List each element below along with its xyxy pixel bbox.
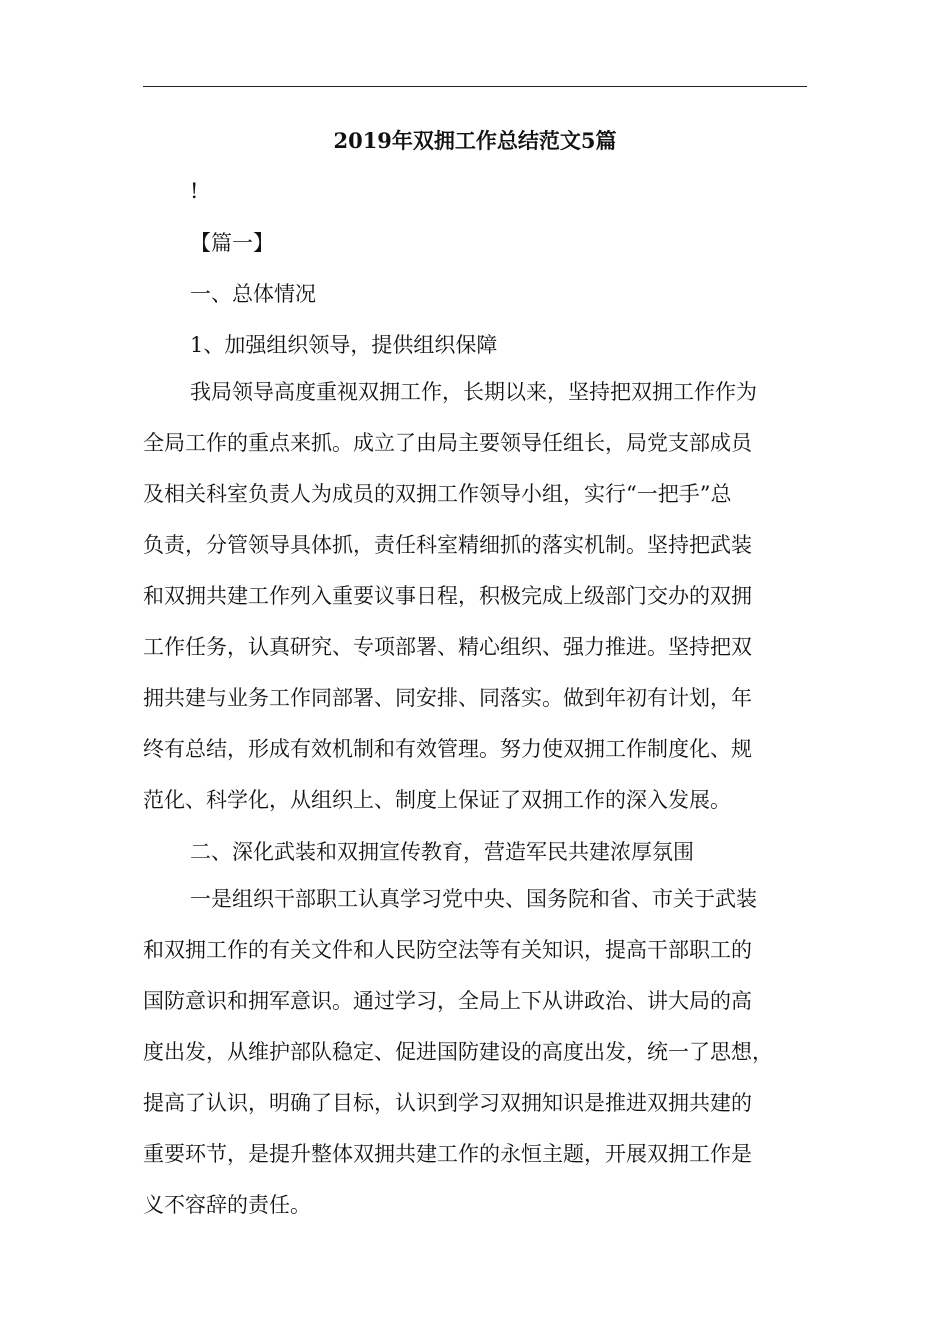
document-title: 2019年双拥工作总结范文5篇 bbox=[333, 128, 617, 153]
paragraph-line: 负责，分管领导具体抓，责任科室精细抓的落实机制。坚持把武装 bbox=[143, 533, 752, 557]
paragraph-line: 和双拥共建工作列入重要议事日程，积极完成上级部门交办的双拥 bbox=[143, 584, 752, 608]
paragraph-line: 全局工作的重点来抓。成立了由局主要领导任组长，局党支部成员 bbox=[143, 431, 752, 455]
header-rule bbox=[143, 86, 807, 87]
heading-overview: 一、总体情况 bbox=[190, 282, 316, 306]
paragraph-line: 终有总结，形成有效机制和有效管理。努力使双拥工作制度化、规 bbox=[143, 737, 752, 761]
paragraph-line: 范化、科学化，从组织上、制度上保证了双拥工作的深入发展。 bbox=[143, 788, 731, 812]
paragraph-line: 度出发，从维护部队稳定、促进国防建设的高度出发，统一了思想， bbox=[143, 1040, 773, 1064]
paragraph-line: 国防意识和拥军意识。通过学习，全局上下从讲政治、讲大局的高 bbox=[143, 989, 752, 1013]
paragraph-line: 义不容辞的责任。 bbox=[143, 1193, 311, 1217]
exclamation-mark: ! bbox=[190, 179, 199, 203]
paragraph-leadership bbox=[143, 367, 807, 826]
paragraph-line: 我局领导高度重视双拥工作，长期以来，坚持把双拥工作作为 bbox=[190, 380, 757, 404]
paragraph-line: 和双拥工作的有关文件和人民防空法等有关知识，提高干部职工的 bbox=[143, 938, 752, 962]
paragraph-line: 及相关科室负责人为成员的双拥工作领导小组，实行“一把手”总 bbox=[143, 482, 732, 506]
section-label: 【篇一】 bbox=[190, 231, 274, 255]
heading-publicity: 二、深化武装和双拥宣传教育，营造军民共建浓厚氛围 bbox=[190, 840, 694, 864]
paragraph-line: 一是组织干部职工认真学习党中央、国务院和省、市关于武装 bbox=[190, 887, 757, 911]
paragraph-line: 重要环节，是提升整体双拥共建工作的永恒主题，开展双拥工作是 bbox=[143, 1142, 752, 1166]
subheading-organization: 1、加强组织领导，提供组织保障 bbox=[190, 333, 498, 357]
paragraph-line: 拥共建与业务工作同部署、同安排、同落实。做到年初有计划，年 bbox=[143, 686, 752, 710]
paragraph-line: 工作任务，认真研究、专项部署、精心组织、强力推进。坚持把双 bbox=[143, 635, 752, 659]
paragraph-line: 提高了认识，明确了目标，认识到学习双拥知识是推进双拥共建的 bbox=[143, 1091, 752, 1115]
paragraph-education bbox=[143, 874, 807, 1231]
